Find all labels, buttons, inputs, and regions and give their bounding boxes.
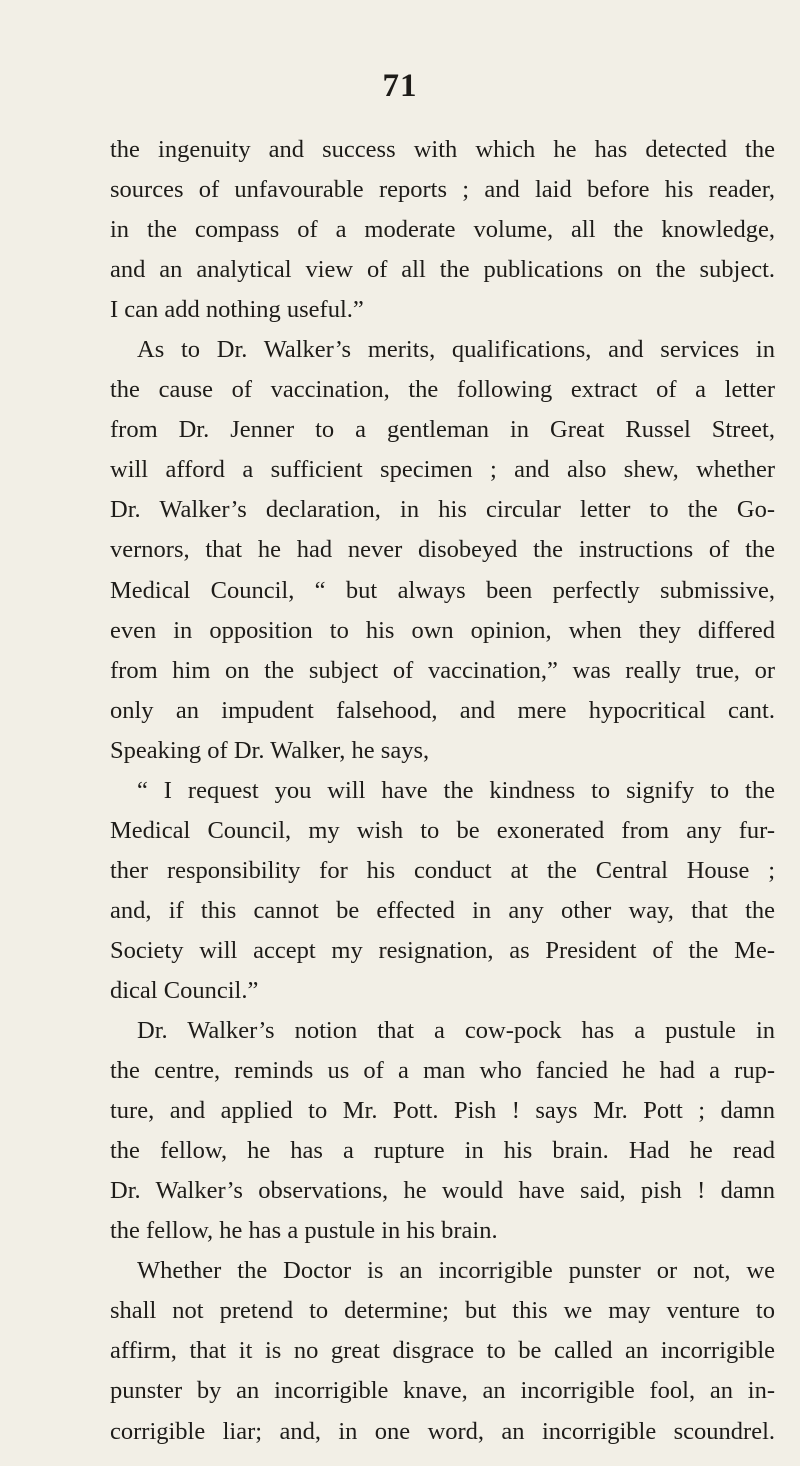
text-line: the fellow, he has a rupture in his brain. Had he read <box>110 1137 775 1165</box>
body-text <box>110 130 775 1452</box>
text-line: in the compass of a moderate volume, all the knowledge, <box>110 216 775 244</box>
text-line: As to Dr. Walker’s merits, qualifications, and services in <box>137 336 775 364</box>
page-number: 71 <box>382 68 418 104</box>
text-line: the centre, reminds us of a man who fancied he had a rup- <box>110 1057 775 1085</box>
text-line: shall not pretend to determine; but this we may venture to <box>110 1297 775 1325</box>
text-line: Dr. Walker’s observations, he would have said, pish ! damn <box>110 1177 775 1205</box>
text-line: only an impudent falsehood, and mere hypocritical cant. <box>110 696 775 724</box>
text-line: will afford a sufficient specimen ; and also shew, whether <box>110 456 775 484</box>
text-line: Dr. Walker’s declaration, in his circular letter to the Go- <box>110 496 775 524</box>
text-line: and an analytical view of all the publications on the subject. <box>110 256 775 284</box>
text-line: ther responsibility for his conduct at the Central House ; <box>110 856 775 884</box>
text-line: “ I request you will have the kindness to signify to the <box>137 776 775 804</box>
text-line: even in opposition to his own opinion, when they differed <box>110 616 775 644</box>
text-line: Society will accept my resignation, as President of the Me- <box>110 936 775 964</box>
text-line: and, if this cannot be effected in any other way, that the <box>110 896 775 924</box>
text-line: dical Council.” <box>110 976 259 1004</box>
text-line: the cause of vaccination, the following extract of a letter <box>110 376 775 404</box>
text-line: Medical Council, my wish to be exonerated from any fur- <box>110 816 775 844</box>
text-line: affirm, that it is no great disgrace to be called an incorrigible <box>110 1337 775 1365</box>
text-line: the ingenuity and success with which he has detected the <box>110 136 775 163</box>
text-line: the fellow, he has a pustule in his brain. <box>110 1217 498 1245</box>
text-line: vernors, that he had never disobeyed the instructions of the <box>110 536 775 564</box>
text-line: Whether the Doctor is an incorrigible punster or not, we <box>137 1257 775 1285</box>
text-line: from Dr. Jenner to a gentleman in Great Russel Street, <box>110 416 775 444</box>
text-line: punster by an incorrigible knave, an incorrigible fool, an in- <box>110 1377 775 1405</box>
text-line: from him on the subject of vaccination,” was really true, or <box>110 656 775 684</box>
text-line: corrigible liar; and, in one word, an incorrigible scoundrel. <box>110 1417 775 1445</box>
text-line: Medical Council, “ but always been perfectly submissive, <box>110 576 775 604</box>
text-line: Speaking of Dr. Walker, he says, <box>110 736 430 764</box>
text-line: sources of unfavourable reports ; and laid before his reader, <box>110 176 775 204</box>
text-line: I can add nothing useful.” <box>110 296 364 324</box>
text-line: ture, and applied to Mr. Pott. Pish ! says Mr. Pott ; damn <box>110 1097 775 1125</box>
text-line: Dr. Walker’s notion that a cow-pock has a pustule in <box>137 1017 775 1045</box>
